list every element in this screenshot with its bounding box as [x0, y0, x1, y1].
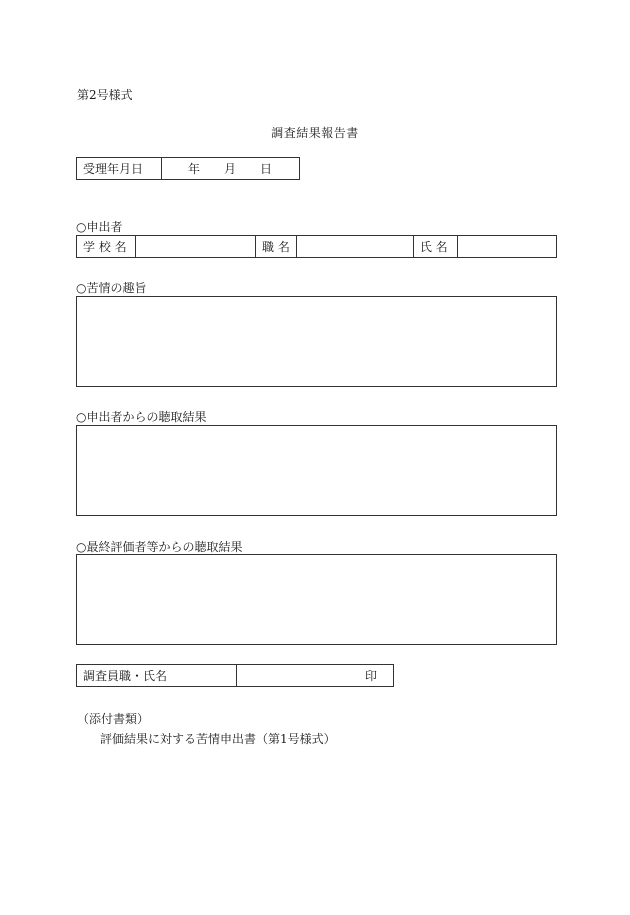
applicant-heading: ○申出者: [76, 220, 123, 234]
day-label: 日: [260, 162, 273, 176]
name-field[interactable]: [457, 236, 556, 258]
school-name-field[interactable]: [136, 236, 256, 258]
name-label: 氏 名: [413, 236, 457, 258]
position-field[interactable]: [296, 236, 413, 258]
document-title: 調査結果報告書: [271, 126, 359, 140]
applicant-hearing-box[interactable]: [76, 425, 557, 516]
receipt-date-label: 受理年月日: [77, 158, 162, 180]
applicant-hearing-heading: ○申出者からの聴取結果: [76, 410, 207, 424]
complaint-summary-heading: ○苦情の趣旨: [76, 281, 147, 295]
form-number: 第2号様式: [77, 88, 133, 102]
month-label: 月: [224, 162, 237, 176]
complaint-summary-box[interactable]: [76, 296, 557, 387]
evaluator-hearing-heading: ○最終評価者等からの聴取結果: [76, 540, 243, 554]
school-name-label: 学 校 名: [77, 236, 136, 258]
investigator-label: 調査員職・氏名: [77, 665, 237, 687]
seal-mark: 印: [364, 669, 377, 683]
attachments-heading: （添付書類）: [77, 712, 150, 726]
receipt-date-field[interactable]: [162, 158, 300, 180]
applicant-table: [76, 235, 557, 258]
investigator-table: [76, 664, 394, 687]
position-label: 職 名: [256, 236, 297, 258]
attachment-item: 評価結果に対する苦情申出書（第1号様式）: [100, 732, 336, 746]
receipt-date-table: [76, 157, 300, 180]
year-label: 年: [188, 162, 201, 176]
investigator-field[interactable]: [237, 665, 394, 687]
evaluator-hearing-box[interactable]: [76, 554, 557, 645]
